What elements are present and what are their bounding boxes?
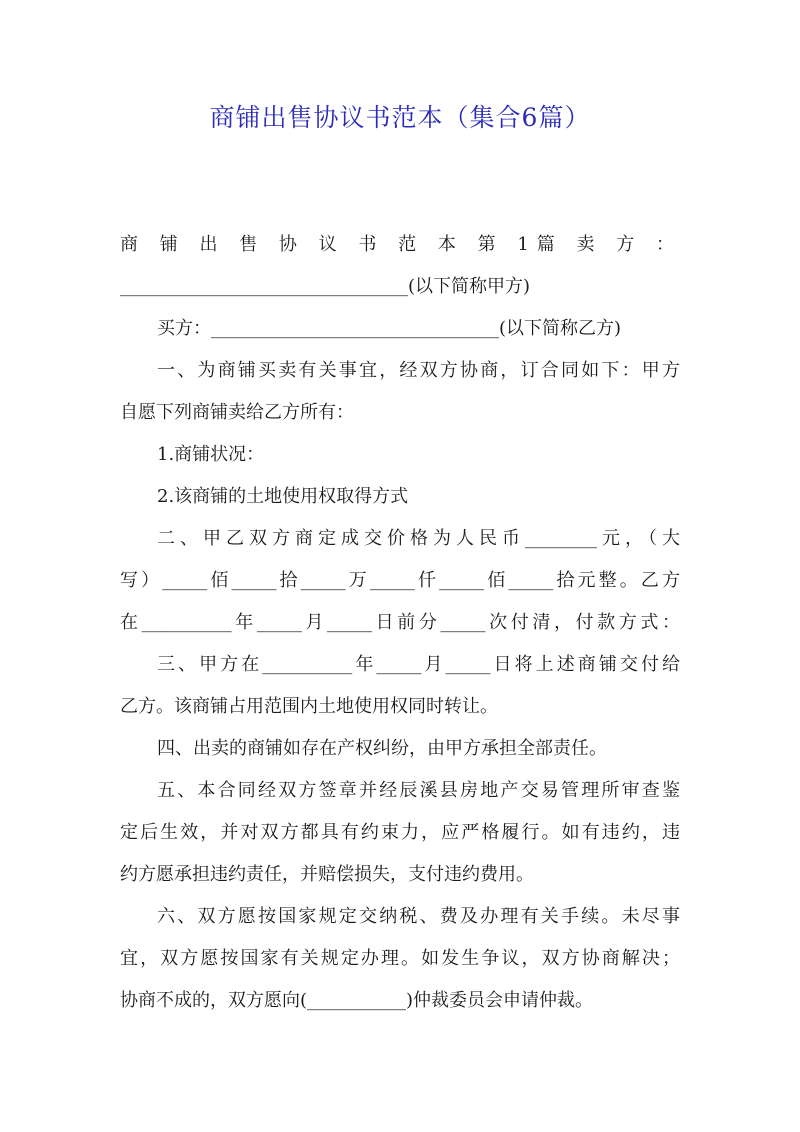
clause-2-line-3: 在__________年_____月_____日前分_____次付清，付款方式： (120, 612, 680, 633)
clause-1-line-2: 自愿下列商铺卖给乙方所有： (120, 402, 354, 423)
clause-5-line-3: 约方愿承担违约责任，并赔偿损失，支付违约费用。 (120, 864, 534, 885)
clause-1-item-2: 2.该商铺的土地使用权取得方式 (157, 486, 409, 507)
clause-2-line-2: 写）_____佰_____拾_____万_____仟_____佰_____拾元整。乙方 (120, 570, 680, 591)
clause-4-line-1: 四、出卖的商铺如存在产权纠纷，由甲方承担全部责任。 (157, 738, 607, 759)
clause-2-line-1: 二、甲乙双方商定成交价格为人民币________元，（大 (157, 528, 680, 549)
clause-1-item-1: 1.商铺状况： (157, 444, 265, 465)
clause-6-line-1: 六、双方愿按国家规定交纳税、费及办理有关手续。未尽事 (157, 906, 680, 927)
clause-5-line-2: 定后生效，并对双方都具有约束力，应严格履行。如有违约，违 (120, 822, 680, 843)
clause-1-line-1: 一、为商铺买卖有关事宜，经双方协商，订合同如下：甲方 (157, 360, 680, 381)
heading-line: 商 铺 出 售 协 议 书 范 本 第 1篇 卖 方 ： (120, 234, 680, 255)
clause-3-line-2: 乙方。该商铺占用范围内土地使用权同时转让。 (120, 696, 498, 717)
clause-6-line-3: 协商不成的，双方愿向(___________)仲裁委员会申请仲裁。 (120, 990, 594, 1011)
seller-blank-line: ________________________________(以下简称甲方) (120, 276, 531, 297)
buyer-line: 买方：________________________________(以下简称乙方) (157, 318, 622, 339)
document-title: 商铺出售协议书范本（集合6篇） (209, 103, 591, 132)
clause-3-line-1: 三、甲方在__________年_____月_____日将上述商铺交付给 (157, 654, 680, 675)
clause-6-line-2: 宜，双方愿按国家有关规定办理。如发生争议，双方协商解决； (120, 948, 680, 969)
clause-5-line-1: 五、本合同经双方签章并经辰溪县房地产交易管理所审查鉴 (157, 780, 680, 801)
